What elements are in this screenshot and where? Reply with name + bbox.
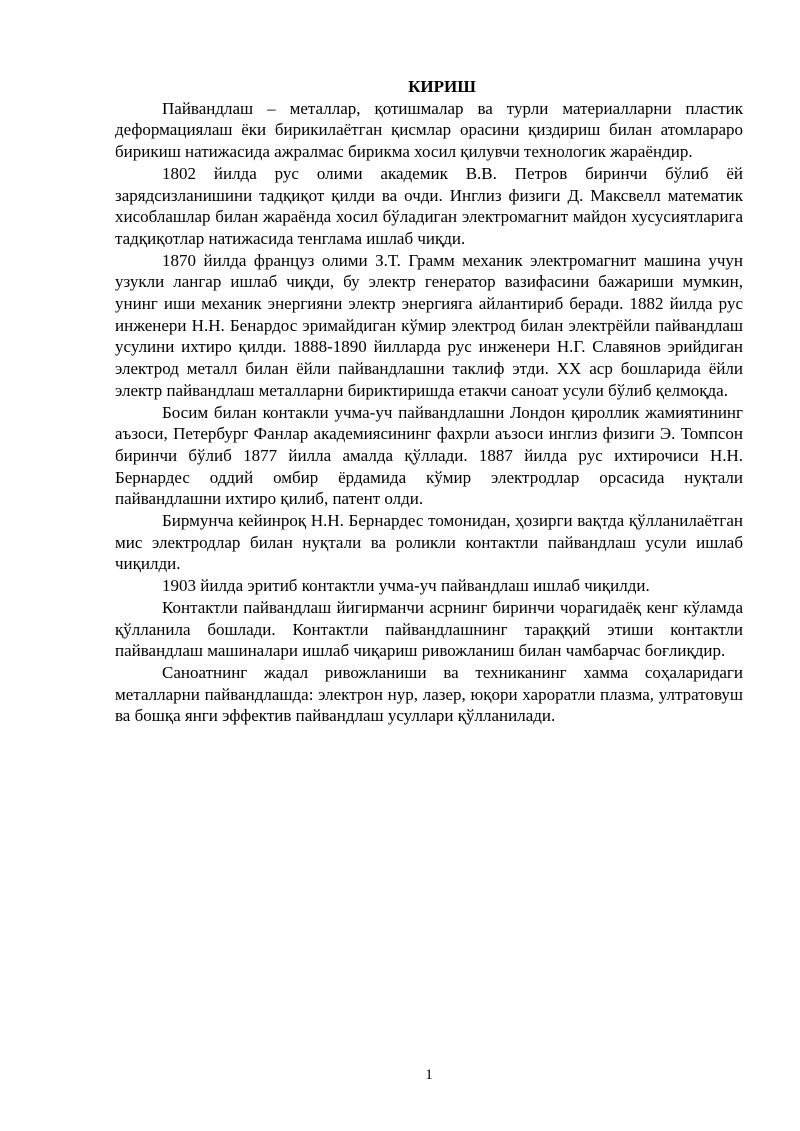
paragraph-contact-welding: Контактли пайвандлаш йигирманчи асрнинг биринчи чорагидаёқ кенг кўламда қўлланила бошлади. Контактли пайвандлашнинг тараққий этиши контактли пайвандлаш машиналари ишлаб чиқариш ривожланиш билан чамбарчас боғлиқдир. bbox=[115, 597, 743, 661]
page-content bbox=[115, 76, 743, 727]
paragraph-petrov: 1802 йилда рус олими академик В.В. Петров биринчи бўлиб ёй зарядсизланишини тадқиқот қилди ва очди. Инглиз физиги Д. Максвелл математик хисоблашлар билан жараёнда хосил бўладиган электромагнит майдон хусусиятларига тадқиқотлар натижасида тенглама ишлаб чиқди. bbox=[115, 163, 743, 248]
paragraph-industry: Саноатнинг жадал ривожланиши ва техниканинг хамма соҳаларидаги металларни пайвандлашда: электрон нур, лазер, юқори хароратли плазма, ултратовуш ва бошқа янги эффектив пайвандлаш усуллари қўлланилади. bbox=[115, 662, 743, 726]
paragraph-definition: Пайвандлаш – металлар, қотишмалар ва турли материалларни пластик деформациялаш ёки бирикилаётган қисмлар орасини қиздириш билан атомлараро бирикиш натижасида ажралмас бирикма хосил қилувчи технологик жараёндир. bbox=[115, 98, 743, 162]
page-title: КИРИШ bbox=[408, 77, 476, 96]
paragraph-bernardes: Бирмунча кейинроқ Н.Н. Бернардес томонидан, ҳозирги вақтда қўлланилаётган мис электродлар билан нуқтали ва роликли контактли пайвандлаш усули ишлаб чиқилди. bbox=[115, 511, 743, 574]
paragraph-gramm: 1870 йилда француз олими З.Т. Грамм механик электромагнит машина учун узукли лангар ишлаб чиқди, бу электр генератор вазифасини бажариши мумкин, унинг иши механик энергияни электр энергияга айлантириб беради. 1882 йилда рус инженери Н.Н. Бенардос эримайдиган кўмир электрод билан электрёйли пайвандлаш усулини ихтиро қилди. 1888-1890 йилларда рус инженери Н.Г. Славянов эрийдиган электрод металл билан ёйли пайвандлашни таклиф этди. XX аср бошларида ёйли электр пайвандлаш металларни бириктиришда етакчи саноат усули бўлиб қелмоқда. bbox=[115, 250, 743, 400]
paragraph-1903: 1903 йилда эритиб контактли учма-уч пайвандлаш ишлаб чиқилди. bbox=[162, 576, 650, 596]
paragraph-thompson: Босим билан контакли учма-уч пайвандлашни Лондон қироллик жамиятининг аъзоси, Петербург Фанлар академиясининг фахрли аъзоси инглиз физиги Э. Томпсон биринчи бўлиб 1877 йилла амалда қўллади. 1887 йилда рус ихтирочиси Н.Н. Бернардес оддий омбир ёрдамида кўмир электродлар орсасида нуқтали пайвандлашни ихтиро қилиб, патент олди. bbox=[115, 402, 743, 509]
page-number: 1 bbox=[425, 1067, 433, 1083]
